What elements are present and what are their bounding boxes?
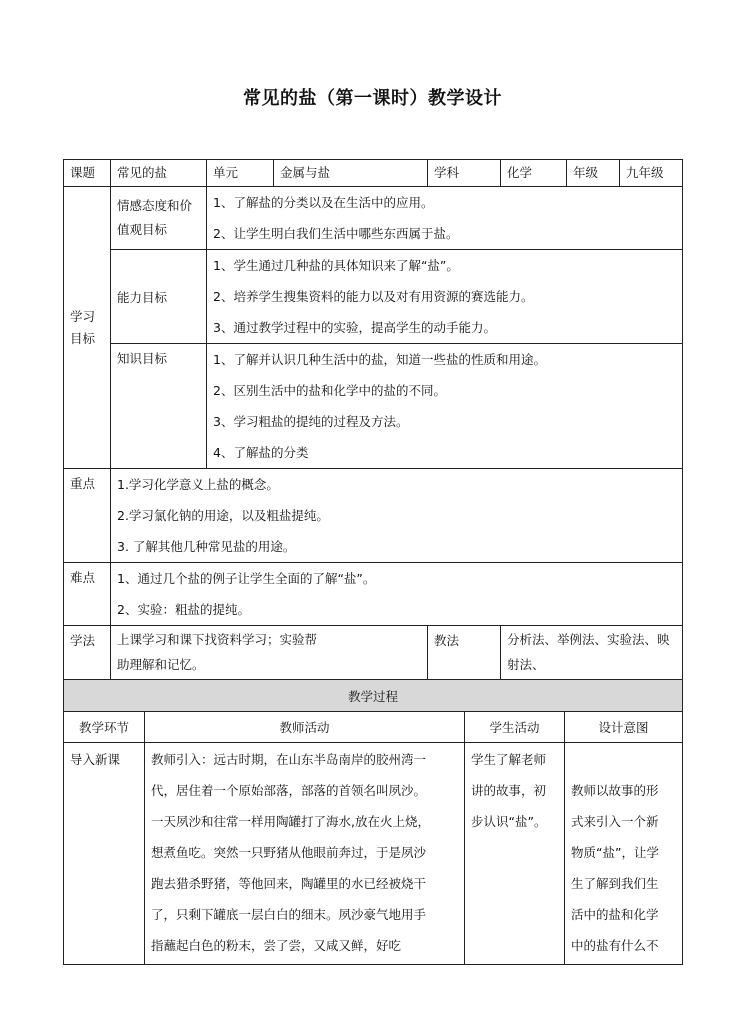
- list-item: 2、培养学生搜集资料的能力以及对有用资源的赛选能力。: [213, 289, 534, 304]
- list-item: 3、通过教学过程中的实验，提高学生的动手能力。: [213, 320, 496, 335]
- objective-group-label: 情感态度和价 值观目标: [111, 187, 207, 250]
- page-title: 常见的盐（第一课时）教学设计: [243, 88, 502, 109]
- lesson-info-table: [63, 159, 683, 703]
- subject-label: 学科: [428, 160, 501, 187]
- column-header: 教师活动: [145, 712, 465, 743]
- key-points-row: [64, 469, 683, 563]
- list-item: 2、区别生活中的盐和化学中的盐的不同。: [213, 383, 446, 398]
- teacher-activity-cell: 教师引入：远古时期，在山东半岛南岸的胶州湾一 代，居住着一个原始部落，部落的首领名叫夙沙。 一天夙沙和往常一样用陶罐打了海水,放在火上烧， 想煮鱼吃。突然一只野猪从他眼前奔过，于是夙沙 跑去猎杀野猪，等他回来，陶罐里的水已经被烧干 了，只剩下罐底一层白白的细末。夙沙豪气地用手 指蘸起白色的粉末，尝了尝，又咸又鲜，好吃: [145, 743, 465, 965]
- objective-group-label: 能力目标: [111, 250, 207, 344]
- difficulties-row: [64, 563, 683, 626]
- objective-group-label: 知识目标: [111, 344, 207, 469]
- process-columns-row: [64, 712, 683, 743]
- process-header-row: [64, 680, 683, 712]
- list-item: 3. 了解其他几种常见盐的用途。: [117, 539, 296, 554]
- list-item: 1、了解并认识几种生活中的盐，知道一些盐的性质和用途。: [213, 352, 546, 367]
- objective-row-attitude: [64, 187, 683, 250]
- teaching-process-table: [63, 679, 683, 965]
- objectives-label: 学习 目标: [64, 187, 111, 469]
- column-header: 设计意图: [565, 712, 683, 743]
- table-row: [64, 743, 683, 965]
- list-item: 1、了解盐的分类以及在生活中的应用。: [213, 195, 434, 210]
- list-item: 4、了解盐的分类: [213, 445, 309, 460]
- grade-value: 九年级: [620, 160, 683, 187]
- teaching-method-label: 教法: [428, 626, 501, 703]
- list-item: 1、通过几个盐的例子让学生全面的了解“盐”。: [117, 571, 376, 586]
- process-header: 教学过程: [64, 680, 683, 712]
- key-points-items: [111, 469, 683, 563]
- objective-items: [207, 250, 683, 344]
- unit-value: 金属与盐: [274, 160, 428, 187]
- list-item: 2、实验：粗盐的提纯。: [117, 602, 250, 617]
- column-header: 学生活动: [465, 712, 565, 743]
- grade-label: 年级: [567, 160, 620, 187]
- objective-items: [207, 344, 683, 469]
- course-label: 课题: [64, 160, 111, 187]
- column-header: 教学环节: [64, 712, 145, 743]
- design-intent-cell: 教师以故事的形 式来引入一个新 物质“盐”，让学 生了解到我们生 活中的盐和化学 中的盐有什么不: [565, 743, 683, 965]
- list-item: 1.学习化学意义上盐的概念。: [117, 477, 279, 492]
- student-activity-cell: 学生了解老师 讲的故事，初 步认识“盐”。: [465, 743, 565, 965]
- learning-method-value: 上课学习和课下找资料学习；实验帮 助理解和记忆。: [111, 626, 428, 703]
- subject-value: 化学: [501, 160, 567, 187]
- objective-row-ability: [64, 250, 683, 344]
- info-row: [64, 160, 683, 187]
- list-item: 1、学生通过几种盐的具体知识来了解“盐”。: [213, 258, 459, 273]
- difficulties-items: [111, 563, 683, 626]
- list-item: 2、让学生明白我们生活中哪些东西属于盐。: [213, 226, 459, 241]
- list-item: 2.学习氯化钠的用途，以及粗盐提纯。: [117, 508, 329, 523]
- difficulties-label: 难点: [64, 563, 111, 626]
- objective-items: [207, 187, 683, 250]
- stage-cell: 导入新课: [64, 743, 145, 965]
- objective-row-knowledge: [64, 344, 683, 469]
- learning-method-label: 学法: [64, 626, 111, 703]
- teaching-method-value: 分析法、举例法、实验法、映射法、: [501, 626, 683, 703]
- key-points-label: 重点: [64, 469, 111, 563]
- unit-label: 单元: [207, 160, 274, 187]
- list-item: 3、学习粗盐的提纯的过程及方法。: [213, 414, 409, 429]
- course-value: 常见的盐: [111, 160, 207, 187]
